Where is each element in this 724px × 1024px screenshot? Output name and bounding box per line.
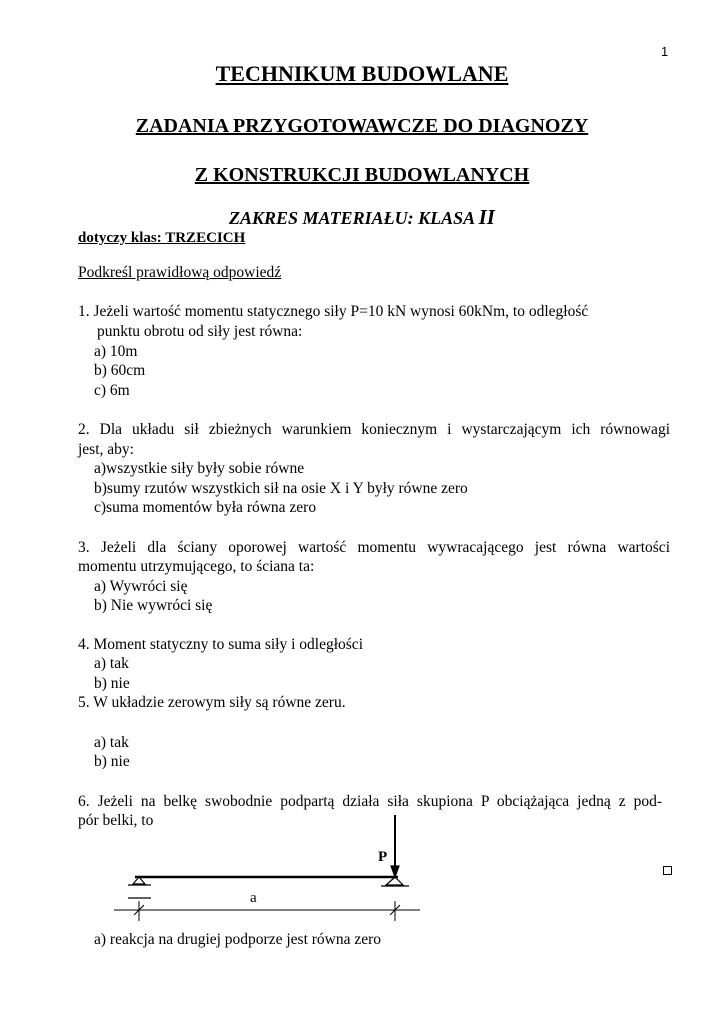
span-label: a	[250, 890, 257, 906]
q5-option-a[interactable]: a) tak	[94, 734, 129, 751]
page-number: 1	[661, 44, 669, 59]
q6-option-a[interactable]: a) reakcja na drugiej podporze jest równa zero	[94, 931, 382, 948]
q4-option-b[interactable]: b) nie	[94, 675, 130, 692]
q6-text-line1: 6. Jeżeli na belkę swobodnie podpartą działa siła skupiona P obciążająca jedną z pod-	[78, 793, 662, 810]
q1-text-line2: punktu obrotu od siły jest równa:	[97, 323, 303, 340]
force-label: P	[378, 849, 388, 865]
q5-text: 5. W układzie zerowym siły są równe zeru.	[78, 694, 346, 711]
scope-class: II	[478, 205, 495, 229]
q4-option-a[interactable]: a) tak	[94, 655, 129, 672]
q1-option-b[interactable]: b) 60cm	[94, 362, 146, 379]
q2-option-a[interactable]: a)wszystkie siły były sobie równe	[94, 460, 305, 477]
checkbox[interactable]	[663, 866, 672, 875]
q3-option-a[interactable]: a) Wywróci się	[94, 578, 188, 595]
instruction: Podkreśl prawidłową odpowiedź	[78, 264, 282, 281]
q3-text-line1: 3. Jeżeli dla ściany oporowej wartość momentu wywracającego jest równa wartości	[78, 539, 670, 556]
q2-text-line2: jest, aby:	[78, 441, 134, 458]
document-subject: Z KONSTRUKCJI BUDOWLANYCH	[194, 164, 530, 186]
q6-text-line2: pór belki, to	[78, 812, 154, 829]
q2-option-b[interactable]: b)sumy rzutów wszystkich sił na osie X i Y były równe zero	[94, 480, 468, 497]
q3-text-line2: momentu utrzymującego, to ściana ta:	[78, 558, 315, 575]
q1-text-line1: 1. Jeżeli wartość momentu statycznego siły P=10 kN wynosi 60kNm, to odległość	[78, 303, 589, 320]
q3-option-b[interactable]: b) Nie wywróci się	[94, 597, 213, 614]
document-subtitle: ZADANIA PRZYGOTOWAWCZE DO DIAGNOZY	[135, 115, 589, 137]
q1-option-c[interactable]: c) 6m	[94, 382, 130, 399]
q4-text: 4. Moment statyczny to suma siły i odległości	[78, 636, 363, 653]
force-arrow-head	[391, 866, 399, 877]
q2-option-c[interactable]: c)suma momentów była równa zero	[94, 499, 317, 516]
q1-option-a[interactable]: a) 10m	[94, 343, 138, 360]
q2-text-line1: 2. Dla układu sił zbieżnych warunkiem koniecznym i wystarczającym ich równowagi	[78, 421, 670, 438]
q5-option-b[interactable]: b) nie	[94, 753, 130, 770]
page-title: TECHNIKUM BUDOWLANE	[215, 61, 509, 86]
scope-prefix: ZAKRES MATERIAŁU: KLASA	[229, 208, 479, 228]
classes-note: dotyczy klas: TRZECICH	[78, 230, 246, 246]
